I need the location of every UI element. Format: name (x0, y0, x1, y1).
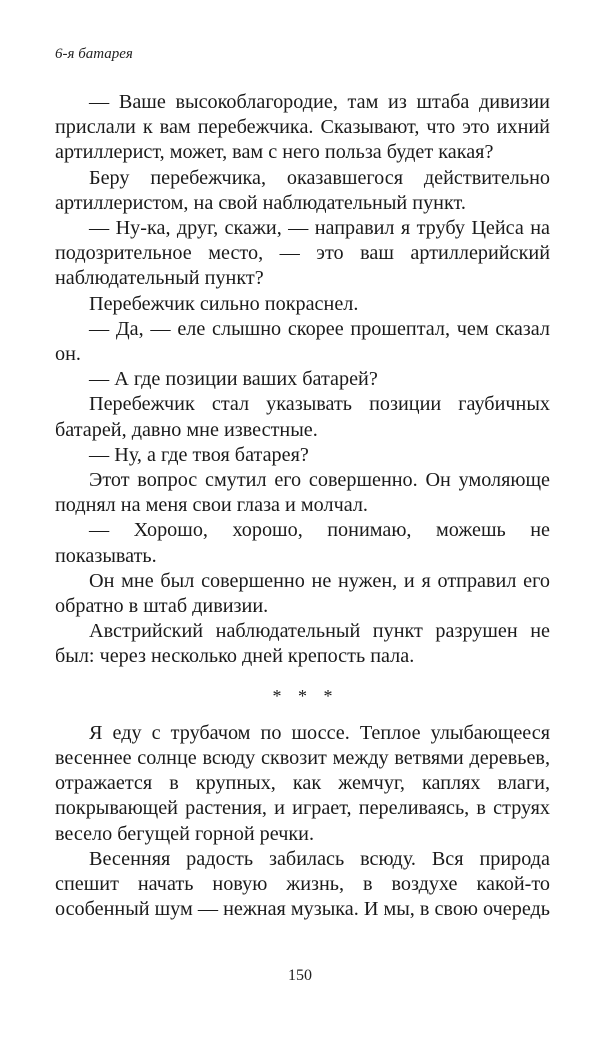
section-separator: * * * (272, 685, 339, 706)
paragraph: — Да, — еле слышно скорее прошептал, чем сказал он. (55, 317, 550, 366)
body-text (55, 90, 550, 923)
paragraph: — Хорошо, хорошо, понимаю, можешь не показывать. (55, 519, 550, 567)
paragraph: Беру перебежчика, оказавшегося действительно артиллеристом, на свой наблюдательный пункт. (55, 166, 550, 214)
paragraph: — Ну-ка, друг, скажи, — направил я трубу Цейса на подозрительное место, — это ваш артиллерийский наблюдательный пункт? (55, 217, 550, 290)
paragraph: Я еду с трубачом по шоссе. Теплое улыбающееся весеннее солнце всюду сквозит между ветвями деревьев, отражается в крупных, как жемчуг, каплях влаги, покрывающей растения, и играет, переливаясь, в струях весело бегущей горной речки. (55, 721, 550, 845)
paragraph: Перебежчик сильно покраснел. (89, 292, 359, 315)
page-number: 150 (288, 967, 312, 984)
running-head: 6-я батарея (55, 46, 133, 62)
paragraph: Австрийский наблюдательный пункт разрушен не был: через несколько дней крепость пала. (55, 620, 550, 668)
paragraph: Перебежчик стал указывать позиции гаубичных батарей, давно мне известные. (55, 393, 550, 441)
paragraph: — Ну, а где твоя батарея? (89, 443, 309, 466)
paragraph: Он мне был совершенно не нужен, и я отправил его обратно в штаб дивизии. (55, 569, 550, 618)
paragraph: — Ваше высокоблагородие, там из штаба дивизии прислали к вам перебежчика. Сказывают, что это ихний артиллерист, может, вам с него польза будет какая? (55, 91, 550, 164)
paragraph: — А где позиции ваших батарей? (89, 368, 378, 391)
paragraph: Этот вопрос смутил его совершенно. Он умоляюще поднял на меня свои глаза и молчал. (55, 469, 550, 517)
paragraph: Весенняя радость забилась всюду. Вся природа спешит начать новую жизнь, в воздухе какой-то особенный шум — нежная музыка. И мы, в свою очередь (55, 847, 550, 921)
